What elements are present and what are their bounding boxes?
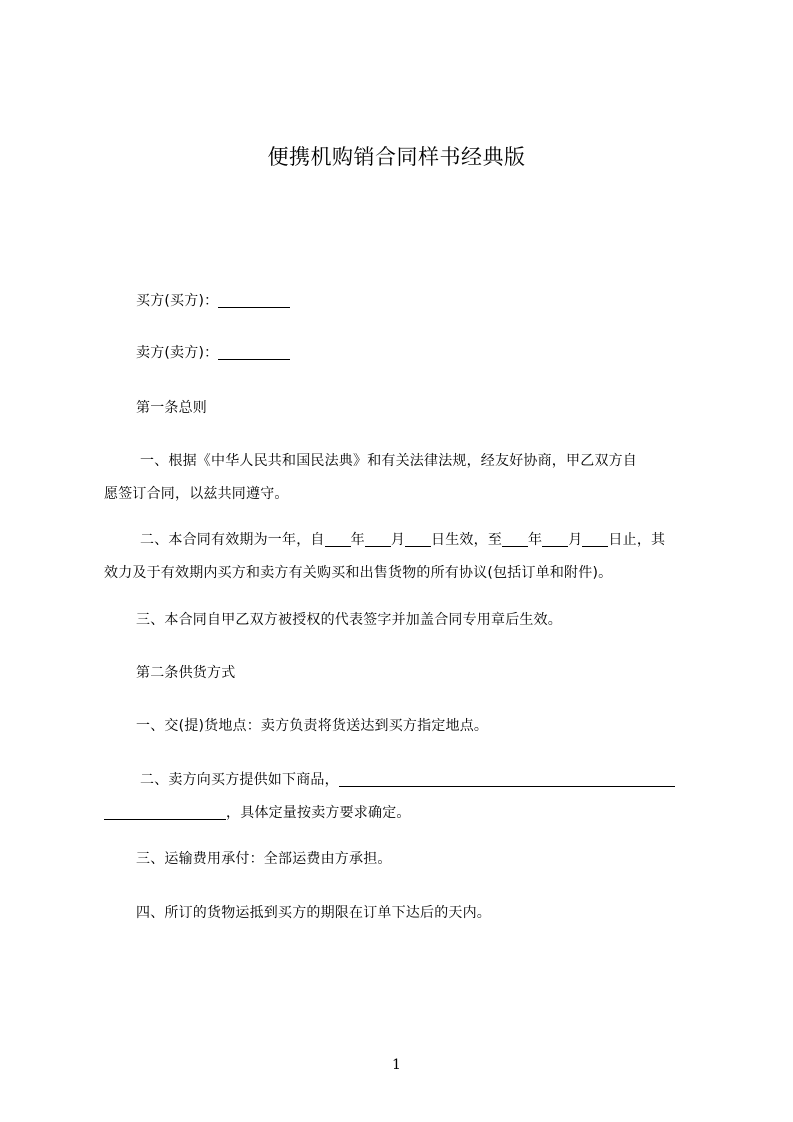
end-month-blank	[542, 530, 568, 547]
article2-clause2	[104, 764, 702, 830]
article2-clause2-line2	[104, 797, 702, 830]
clause2-year1: 年	[350, 532, 365, 548]
goods-blank-line1	[339, 770, 675, 787]
article2-clause1	[104, 710, 702, 743]
clause2-year2: 年	[528, 532, 543, 548]
seller-label: 卖方(卖方)：	[136, 345, 219, 361]
article1-clause1	[104, 445, 702, 511]
article2-clause2-prefix: 二、卖方向买方提供如下商品，	[140, 772, 339, 788]
article1-clause1-line2: 愿签订合同，以兹共同遵守。	[104, 486, 289, 502]
article2-clause2-line1	[104, 764, 702, 797]
article1-clause3	[104, 604, 702, 637]
article1-clause1-line1	[104, 445, 702, 478]
end-day-blank	[582, 530, 608, 547]
article2-clause2-suffix: ，具体定量按卖方要求确定。	[226, 805, 411, 821]
article2-heading	[104, 657, 702, 690]
clause2-prefix: 二、本合同有效期为一年，自	[140, 532, 325, 548]
page-number: 1	[392, 1057, 401, 1073]
goods-blank-line2	[104, 803, 226, 820]
buyer-label: 买方(买方)：	[136, 293, 219, 309]
document-title: 便携机购销合同样书经典版	[267, 145, 526, 169]
article2-clause4-text: 四、所订的货物运抵到买方的期限在订单下达后的天内。	[136, 905, 491, 921]
article2-clause1-text: 一、交(提)货地点：卖方负责将货送达到买方指定地点。	[136, 718, 489, 734]
article1-heading	[104, 392, 702, 425]
clause2-day1: 日生效，至	[431, 532, 503, 548]
article1-clause3-text: 三、本合同自甲乙双方被授权的代表签字并加盖合同专用章后生效。	[136, 612, 562, 628]
article1-clause2-line2: 效力及于有效期内买方和卖方有关购买和出售货物的所有协议(包括订单和附件)。	[104, 565, 613, 581]
article2-heading-text: 第二条供货方式	[136, 665, 236, 681]
article1-clause2-line1	[104, 524, 702, 557]
seller-line	[104, 337, 702, 370]
clause2-month2: 月	[568, 532, 583, 548]
article1-heading-text: 第一条总则	[136, 400, 207, 416]
start-month-blank	[365, 530, 391, 547]
buyer-blank	[218, 291, 290, 308]
article2-clause4	[104, 897, 702, 930]
start-day-blank	[405, 530, 431, 547]
seller-blank	[218, 343, 290, 360]
article2-clause3-text: 三、运输费用承付：全部运费由方承担。	[136, 851, 392, 867]
article1-clause2	[104, 524, 702, 590]
buyer-line	[104, 285, 702, 318]
article2-clause3	[104, 843, 702, 876]
article1-clause1-line1-text: 一、根据《中华人民共和国民法典》和有关法律法规，经友好协商，甲乙双方自	[140, 453, 637, 469]
clause2-month1: 月	[390, 532, 406, 548]
clause2-day2: 日止，其	[608, 532, 666, 548]
start-year-blank	[325, 530, 351, 547]
end-year-blank	[502, 530, 528, 547]
